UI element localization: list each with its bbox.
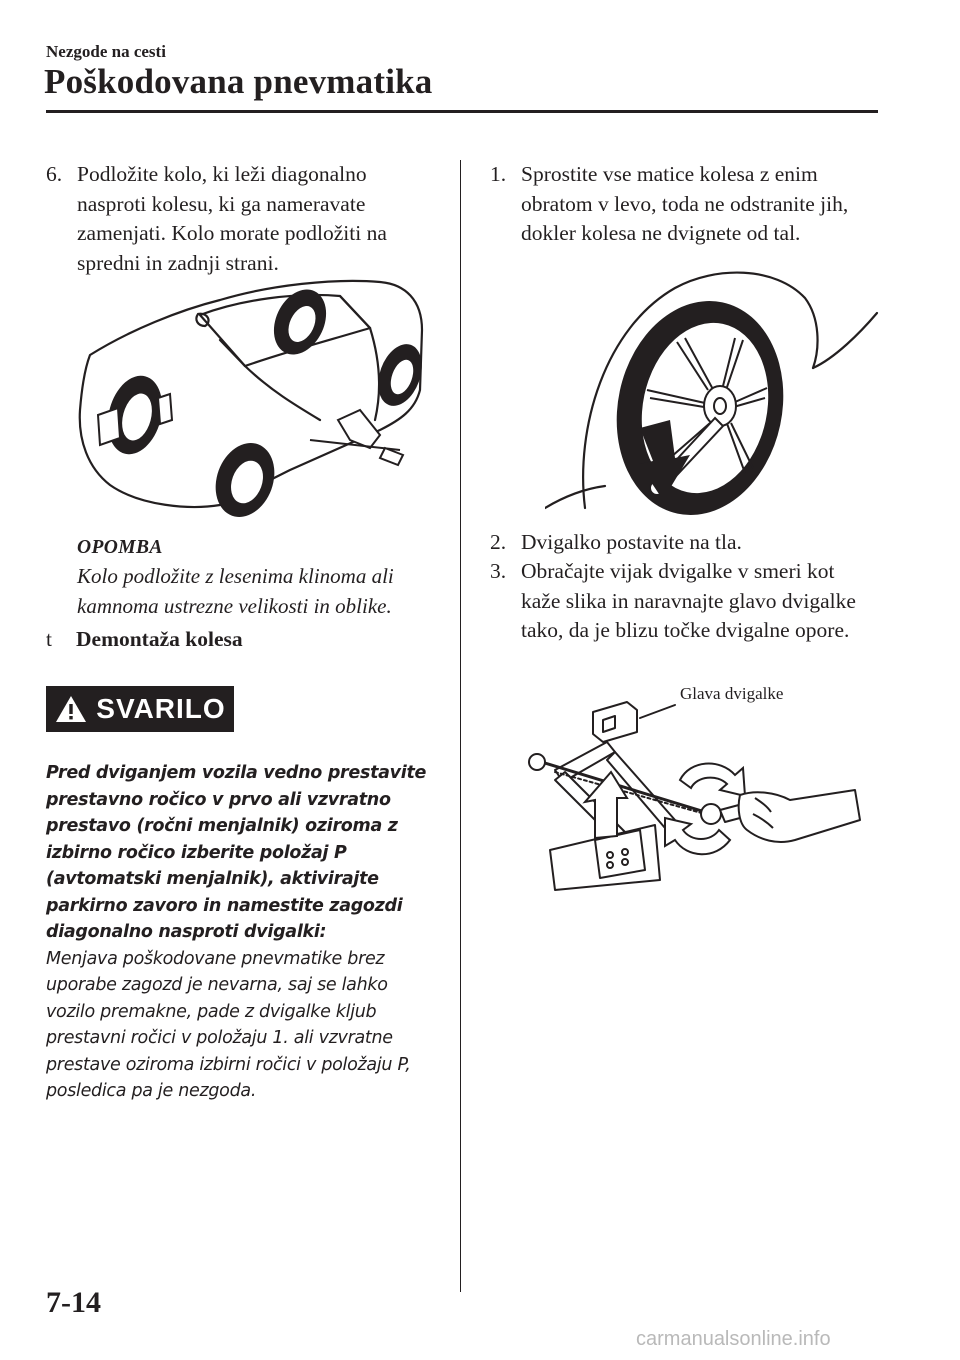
step-line: kaže slika in naravnajte glavo dvigalke <box>521 588 856 613</box>
section-label: Nezgode na cesti <box>46 42 166 61</box>
warning-triangle-icon <box>54 694 88 724</box>
warning-badge <box>46 686 234 732</box>
warning-bold-line: parkirno zavoro in namestite zagozdi <box>46 895 403 916</box>
warning-bold-line: (avtomatski menjalnik), aktivirajte <box>46 869 379 889</box>
warning-bold-line: prestavo (ročni menjalnik) oziroma z <box>46 816 398 836</box>
tire-rear-left <box>206 435 285 520</box>
warning-bold-line: diagonalno nasproti dvigalki: <box>46 922 327 942</box>
note-line: Kolo podložite z lesenima klinoma ali <box>77 564 394 588</box>
step-number: 2. <box>490 530 507 554</box>
warning-line: posledica pa je nezgoda. <box>46 1081 257 1101</box>
subsection-heading <box>46 627 243 652</box>
step-line: nasproti kolesu, ki ga nameravate <box>77 191 366 216</box>
step-line: Podložite kolo, ki leži diagonalno <box>77 162 367 186</box>
step-2 <box>490 528 890 558</box>
note-heading: OPOMBA <box>77 537 163 558</box>
warning-text <box>46 760 446 1105</box>
warning-label: SVARILO <box>96 693 226 724</box>
page-number: 7-14 <box>46 1286 101 1319</box>
step-line: tako, da je blizu točke dvigalne opore. <box>521 618 850 642</box>
step-line: Dvigalko postavite na tla. <box>521 530 742 554</box>
note-line: kamnoma ustrezne velikosti in oblike. <box>77 593 392 618</box>
warning-bold-line: Pred dviganjem vozila vedno prestavite <box>46 763 427 783</box>
jack-under-car <box>310 410 403 465</box>
step-line: Obračajte vijak dvigalke v smeri kot <box>521 559 835 583</box>
page-title: Poškodovana pnevmatika <box>44 62 433 101</box>
step-3 <box>490 557 890 646</box>
bullet-glyph: t <box>46 627 52 651</box>
warning-line: vozilo premakne, pade z dvigalke kljub <box>46 1001 377 1022</box>
watermark: carmanualsonline.info <box>636 1328 831 1350</box>
warning-bold-line: izbirno ročico izberite položaj P <box>46 842 347 863</box>
note-body <box>77 562 437 621</box>
hand-crank <box>720 790 860 842</box>
step-number: 1. <box>490 162 507 186</box>
warning-bold-line: prestavno ročico v prvo ali vzvratno <box>46 789 391 810</box>
step-line: obratom v levo, toda ne odstranite jih, <box>521 191 849 216</box>
title-rule <box>46 110 878 113</box>
tire-front-right <box>264 281 336 363</box>
jack-head-callout: Glava dvigalke <box>680 684 784 703</box>
column-divider <box>460 160 461 1292</box>
warning-line: prestave oziroma izbirni ročici v položaju P, <box>46 1054 411 1075</box>
step-line: zamenjati. Kolo morate podložiti na <box>77 221 387 245</box>
car-wheel-chock-illustration <box>70 270 440 520</box>
subsection-title: Demontaža kolesa <box>76 627 243 651</box>
scissor-jack-illustration <box>515 690 885 900</box>
warning-line: uporabe zagozd je nevarna, saj se lahko <box>46 975 388 995</box>
step-number: 6. <box>46 162 63 186</box>
step-6 <box>46 160 441 278</box>
step-number: 3. <box>490 559 507 583</box>
step-line: dokler kolesa ne dvignete od tal. <box>521 221 801 245</box>
step-line: Sprostite vse matice kolesa z enim <box>521 162 818 186</box>
warning-line: Menjava poškodovane pnevmatike brez <box>46 948 385 969</box>
step-line: spredni in zadnji strani. <box>77 250 279 275</box>
warning-line: prestavni ročici v položaju 1. ali vzvratne <box>46 1028 393 1048</box>
step-1 <box>490 160 890 249</box>
wheel-nut-wrench-illustration <box>545 268 885 518</box>
